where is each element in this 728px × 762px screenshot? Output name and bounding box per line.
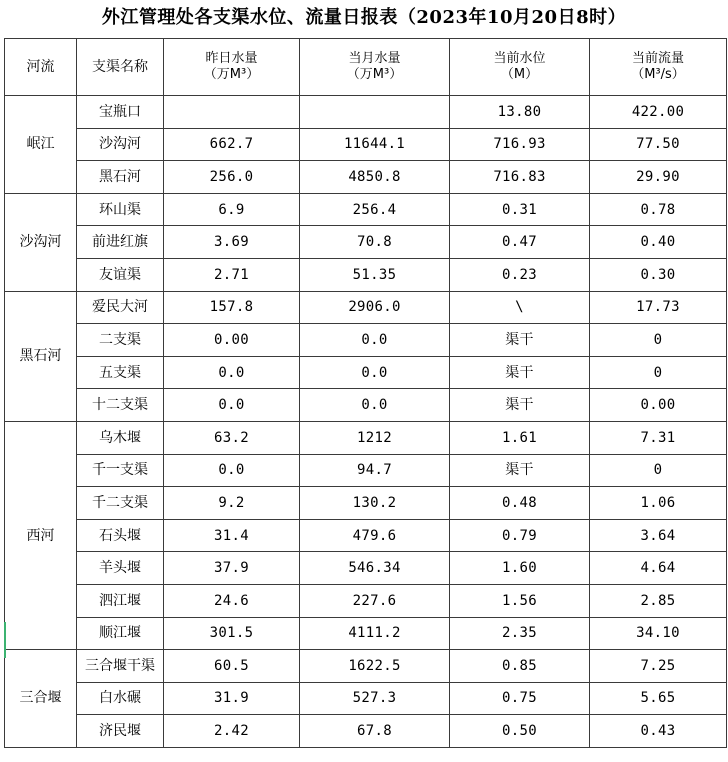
yesterday-cell: 662.7 [164,128,300,161]
flow-cell: 0.30 [590,258,727,291]
flow-cell: 7.25 [590,650,727,683]
yesterday-cell: 31.4 [164,519,300,552]
month-cell: 1622.5 [300,650,450,683]
yesterday-cell: 9.2 [164,487,300,520]
table-row [5,584,727,617]
table-body [5,39,727,748]
yesterday-cell: 24.6 [164,584,300,617]
canal-name-cell: 三合堰干渠 [77,650,164,683]
yesterday-cell [164,96,300,129]
table-row [5,389,727,422]
month-cell: 0.0 [300,389,450,422]
month-cell: 130.2 [300,487,450,520]
table-row [5,161,727,194]
report-title: 外江管理处各支渠水位、流量日报表（2023年10月20日8时） [101,7,627,28]
yesterday-cell: 2.71 [164,258,300,291]
table-row [5,715,727,748]
flow-cell: 7.31 [590,421,727,454]
table-row [5,552,727,585]
header-canal: 支渠名称 [77,39,164,96]
yesterday-cell: 37.9 [164,552,300,585]
level-cell: 渠干 [450,324,590,357]
table-row [5,519,727,552]
month-cell: 479.6 [300,519,450,552]
month-cell: 227.6 [300,584,450,617]
month-cell: 546.34 [300,552,450,585]
canal-name-cell: 千一支渠 [77,454,164,487]
level-cell: 2.35 [450,617,590,650]
flow-cell: 34.10 [590,617,727,650]
level-cell: 0.48 [450,487,590,520]
flow-cell: 422.00 [590,96,727,129]
yesterday-cell: 0.0 [164,389,300,422]
flow-cell: 1.06 [590,487,727,520]
water-report-table [4,38,727,748]
level-cell: 0.31 [450,193,590,226]
month-cell: 51.35 [300,258,450,291]
canal-name-cell: 环山渠 [77,193,164,226]
canal-name-cell: 爱民大河 [77,291,164,324]
level-cell: 0.79 [450,519,590,552]
header-level-label: 当前水位 [493,51,546,66]
flow-cell: 5.65 [590,682,727,715]
header-month-label: 当月水量 [348,51,401,66]
yesterday-cell: 60.5 [164,650,300,683]
level-cell: 渠干 [450,356,590,389]
flow-cell: 0 [590,324,727,357]
header-level [450,39,590,96]
flow-cell: 0 [590,356,727,389]
flow-cell: 2.85 [590,584,727,617]
flow-cell: 0.40 [590,226,727,259]
table-row [5,226,727,259]
month-cell: 1212 [300,421,450,454]
month-cell: 2906.0 [300,291,450,324]
header-flow-label: 当前流量 [631,51,684,66]
header-yesterday [164,39,300,96]
flow-cell: 0.78 [590,193,727,226]
header-level-unit: （M） [500,67,539,82]
table-row [5,487,727,520]
month-cell: 67.8 [300,715,450,748]
flow-cell: 29.90 [590,161,727,194]
canal-name-cell: 五支渠 [77,356,164,389]
canal-name-cell: 济民堰 [77,715,164,748]
river-cell: 黑石河 [5,291,77,421]
flow-cell: 17.73 [590,291,727,324]
header-flow [590,39,727,96]
flow-cell: 0 [590,454,727,487]
level-cell: \ [450,291,590,324]
yesterday-cell: 31.9 [164,682,300,715]
yesterday-cell: 0.00 [164,324,300,357]
river-cell: 岷江 [5,96,77,194]
flow-cell: 4.64 [590,552,727,585]
table-row [5,650,727,683]
flow-cell: 3.64 [590,519,727,552]
canal-name-cell: 乌木堰 [77,421,164,454]
table-row [5,356,727,389]
table-row [5,291,727,324]
yesterday-cell: 3.69 [164,226,300,259]
header-month [300,39,450,96]
level-cell: 716.83 [450,161,590,194]
river-cell: 西河 [5,421,77,649]
table-row [5,96,727,129]
month-cell: 4850.8 [300,161,450,194]
level-cell: 1.56 [450,584,590,617]
canal-name-cell: 宝瓶口 [77,96,164,129]
yesterday-cell: 157.8 [164,291,300,324]
level-cell: 1.61 [450,421,590,454]
level-cell: 渠干 [450,389,590,422]
header-river: 河流 [5,39,77,96]
canal-name-cell: 顺江堰 [77,617,164,650]
month-cell: 94.7 [300,454,450,487]
canal-name-cell: 石头堰 [77,519,164,552]
month-cell: 0.0 [300,324,450,357]
flow-cell: 0.00 [590,389,727,422]
canal-name-cell: 前进红旗 [77,226,164,259]
month-cell: 11644.1 [300,128,450,161]
level-cell: 0.85 [450,650,590,683]
table-row [5,454,727,487]
canal-name-cell: 白水碾 [77,682,164,715]
header-flow-unit: （M³/s） [631,67,685,82]
level-cell: 716.93 [450,128,590,161]
yesterday-cell: 0.0 [164,454,300,487]
canal-name-cell: 二支渠 [77,324,164,357]
yesterday-cell: 256.0 [164,161,300,194]
yesterday-cell: 2.42 [164,715,300,748]
row-selection-marker [4,622,6,658]
canal-name-cell: 十二支渠 [77,389,164,422]
header-yesterday-unit: （万M³） [203,67,260,82]
canal-name-cell: 泗江堰 [77,584,164,617]
header-month-unit: （万M³） [346,67,403,82]
header-row [5,39,727,96]
table-row [5,682,727,715]
header-yesterday-label: 昨日水量 [205,51,258,66]
level-cell: 0.47 [450,226,590,259]
yesterday-cell: 0.0 [164,356,300,389]
table-row [5,193,727,226]
flow-cell: 77.50 [590,128,727,161]
canal-name-cell: 友谊渠 [77,258,164,291]
yesterday-cell: 6.9 [164,193,300,226]
month-cell: 527.3 [300,682,450,715]
canal-name-cell: 千二支渠 [77,487,164,520]
level-cell: 0.75 [450,682,590,715]
level-cell: 13.80 [450,96,590,129]
table-row [5,258,727,291]
table-row [5,128,727,161]
level-cell: 0.23 [450,258,590,291]
canal-name-cell: 黑石河 [77,161,164,194]
month-cell: 4111.2 [300,617,450,650]
yesterday-cell: 63.2 [164,421,300,454]
month-cell: 0.0 [300,356,450,389]
level-cell: 渠干 [450,454,590,487]
table-row [5,421,727,454]
yesterday-cell: 301.5 [164,617,300,650]
river-cell: 沙沟河 [5,193,77,291]
canal-name-cell: 沙沟河 [77,128,164,161]
month-cell: 70.8 [300,226,450,259]
month-cell [300,96,450,129]
month-cell: 256.4 [300,193,450,226]
level-cell: 1.60 [450,552,590,585]
table-row [5,617,727,650]
table-row [5,324,727,357]
level-cell: 0.50 [450,715,590,748]
flow-cell: 0.43 [590,715,727,748]
canal-name-cell: 羊头堰 [77,552,164,585]
river-cell: 三合堰 [5,650,77,748]
